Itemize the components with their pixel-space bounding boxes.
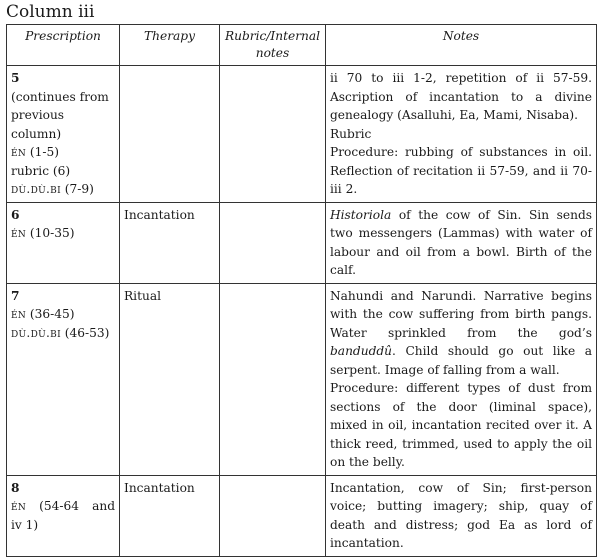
prescription-cell (7, 66, 120, 203)
prescription-number: 8 (11, 480, 20, 495)
header-prescription: Prescription (7, 25, 120, 66)
prescription-cell (7, 202, 120, 283)
notes-paragraph: Rubric (330, 126, 372, 141)
prescription-line (11, 180, 115, 199)
sumerogram: én (11, 226, 27, 240)
table-row (7, 66, 597, 203)
prescription-line (11, 305, 115, 324)
prescription-line (11, 224, 115, 243)
line-range: (46-53) (60, 325, 110, 340)
sumerogram: én (11, 145, 27, 159)
notes-text: Nahundi and Narundi. Narrative begins with the cow suffering from birth pangs. Water sprinkled from the god’s (330, 288, 592, 340)
therapy-cell: Incantation (120, 202, 220, 283)
sumerogram: dù.dù.bi (11, 182, 61, 196)
notes-paragraph (330, 287, 592, 380)
sumerogram: én (11, 499, 27, 513)
prescription-line: iv 1) (11, 517, 39, 532)
header-row (7, 25, 597, 66)
notes-italic: Historiola (330, 207, 392, 222)
line-range: (10-35) (26, 226, 75, 240)
rubric-cell (220, 202, 326, 283)
notes-text: of the cow of Sin. Sin sends two messengers (Lammas) with water of labour and oil from a bowl. Birth of the calf. (330, 207, 592, 277)
rubric-cell (220, 66, 326, 203)
prescription-line (11, 324, 115, 343)
notes-cell (326, 202, 597, 283)
header-therapy: Therapy (120, 25, 220, 66)
header-rubric-line2: notes (255, 46, 290, 60)
prescription-cell (7, 283, 120, 475)
notes-paragraph: Procedure: rubbing of substances in oil. Reflection of recitation ii 57-59, and ii 70-iii 2. (330, 145, 592, 196)
prescription-line: rubric (6) (11, 163, 71, 178)
therapy-cell (120, 66, 220, 203)
prescription-cell (7, 475, 120, 556)
table-row (7, 202, 597, 283)
prescription-number: 6 (11, 207, 20, 222)
therapy-cell: Ritual (120, 283, 220, 475)
notes-italic: banduddû (330, 344, 393, 358)
header-rubric (220, 25, 326, 66)
notes-cell (326, 283, 597, 475)
prescription-line: (continues from (11, 89, 109, 104)
notes-paragraph: Procedure: different types of dust from sections of the door (liminal space), mixed in oil, incantation recited over it. A thick reed, trimmed, used to apply the oil on the belly. (330, 381, 592, 469)
notes-paragraph: ii 70 to iii 1-2, repetition of ii 57-59. Ascription of incantation to a divine genealogy (Asalluhi, Ea, Mami, Nisaba). (330, 71, 592, 122)
line-range: (1-5) (26, 145, 60, 159)
notes-cell (326, 66, 597, 203)
line-range: (54-64 and (26, 499, 115, 513)
notes-text: . Child should go out like a serpent. Image of falling from a wall. (330, 344, 592, 377)
rubric-cell (220, 475, 326, 556)
prescription-line: previous column) (11, 108, 65, 141)
table-row (7, 475, 597, 556)
prescription-line (11, 497, 115, 516)
prescription-line (11, 143, 115, 162)
page-title: Column iii (6, 2, 95, 22)
rubric-cell (220, 283, 326, 475)
table-row (7, 283, 597, 475)
header-rubric-line1: Rubric/Internal (224, 29, 321, 43)
line-range: (7-9) (60, 182, 94, 196)
sumerogram: én (11, 307, 27, 321)
prescription-table (6, 24, 597, 557)
therapy-cell: Incantation (120, 475, 220, 556)
line-range: (36-45) (26, 307, 75, 321)
notes-cell: Incantation, cow of Sin; first-person voice; butting imagery; ship, quay of death and distress; god Ea as lord of incantation. (326, 475, 597, 556)
sumerogram: dù.dù.bi (11, 325, 61, 340)
prescription-number: 7 (11, 288, 20, 303)
prescription-number: 5 (11, 71, 20, 85)
header-notes: Notes (326, 25, 597, 66)
